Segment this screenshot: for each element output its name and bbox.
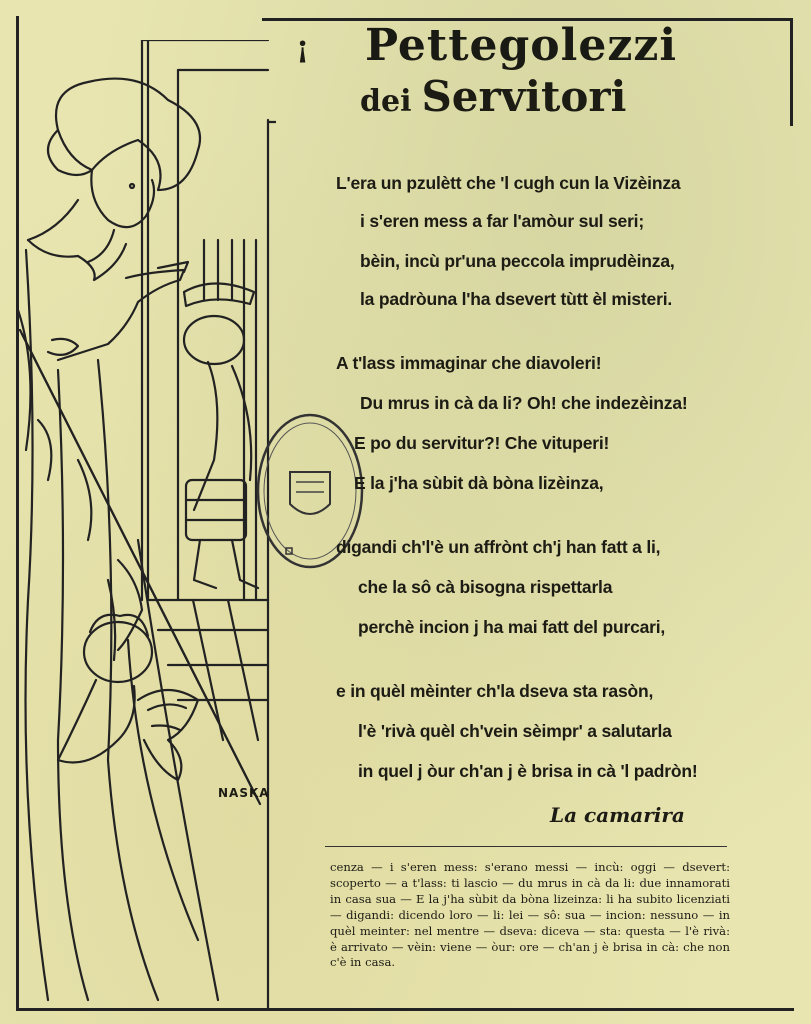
poem-line: A t'lass immaginar che diavoleri!	[336, 353, 602, 373]
poem-line: perchè incion j ha mai fatt del purcari,	[358, 617, 666, 637]
poem-line: Du mrus in cà da li? Oh! che indezèinza!	[360, 393, 688, 413]
poem-line: e in quèl mèinter ch'la dseva sta rasòn,	[336, 681, 654, 701]
poem-line: che la sô cà bisogna rispettarla	[358, 577, 613, 597]
title-line-2	[360, 72, 627, 121]
poem-line: digandi ch'l'è un affrònt ch'j han fatt a li,	[336, 537, 661, 557]
cherub-head	[84, 622, 152, 682]
title-line-1: Pettegolezzi	[365, 20, 678, 71]
poem-signature: La camarira	[550, 803, 685, 827]
poem-line: in quel j òur ch'an j è brisa in cà 'l padròn!	[358, 761, 698, 781]
notes-divider	[325, 846, 727, 847]
poem-line: E po du servitur?! Che vituperi!	[354, 433, 610, 453]
door-frame	[142, 40, 148, 600]
poem-line: l'è 'rivà quèl ch'vein sèimpr' a salutarla	[358, 721, 672, 741]
title-servitori: Servitori	[421, 72, 627, 121]
poem-line: la padròuna l'ha dsevert tùtt èl misteri.	[360, 289, 673, 309]
artist-signature: NASKA	[218, 786, 270, 800]
servant-head	[184, 316, 244, 364]
illustration	[18, 40, 276, 1008]
poem-line: L'era un pzulètt che 'l cugh cun la Vizèinza	[336, 173, 681, 193]
poem-line: E la j'ha sùbit dà bòna lizèinza,	[354, 473, 604, 493]
title-dei: dei	[360, 84, 412, 119]
poem-line: bèin, incù pr'una peccola imprudèinza,	[360, 251, 675, 271]
glossary-notes: cenza — i s'eren mess: s'erano messi — incù: oggi — dsevert: scoperto — a t'lass: ti lascio — du mrus in cà da li: due innamorati in casa sua — E la j'ha sùbit da bòna lizeinza: li ha subito licenziati — digandi: dicendo loro — li: lei — sô: sua — incion: nessuno — in quèl meinter: nel mentre — dseva: diceva — sta: questa — l'è rivà: è arrivato — vèin: viene — òur: ore — ch'an j è brisa in cà: che non c'è in casa.	[330, 860, 730, 970]
title-prefix: ¡	[296, 30, 310, 65]
woman-dress	[26, 250, 219, 1000]
poem-line: i s'eren mess a far l'amòur sul seri;	[360, 211, 644, 231]
